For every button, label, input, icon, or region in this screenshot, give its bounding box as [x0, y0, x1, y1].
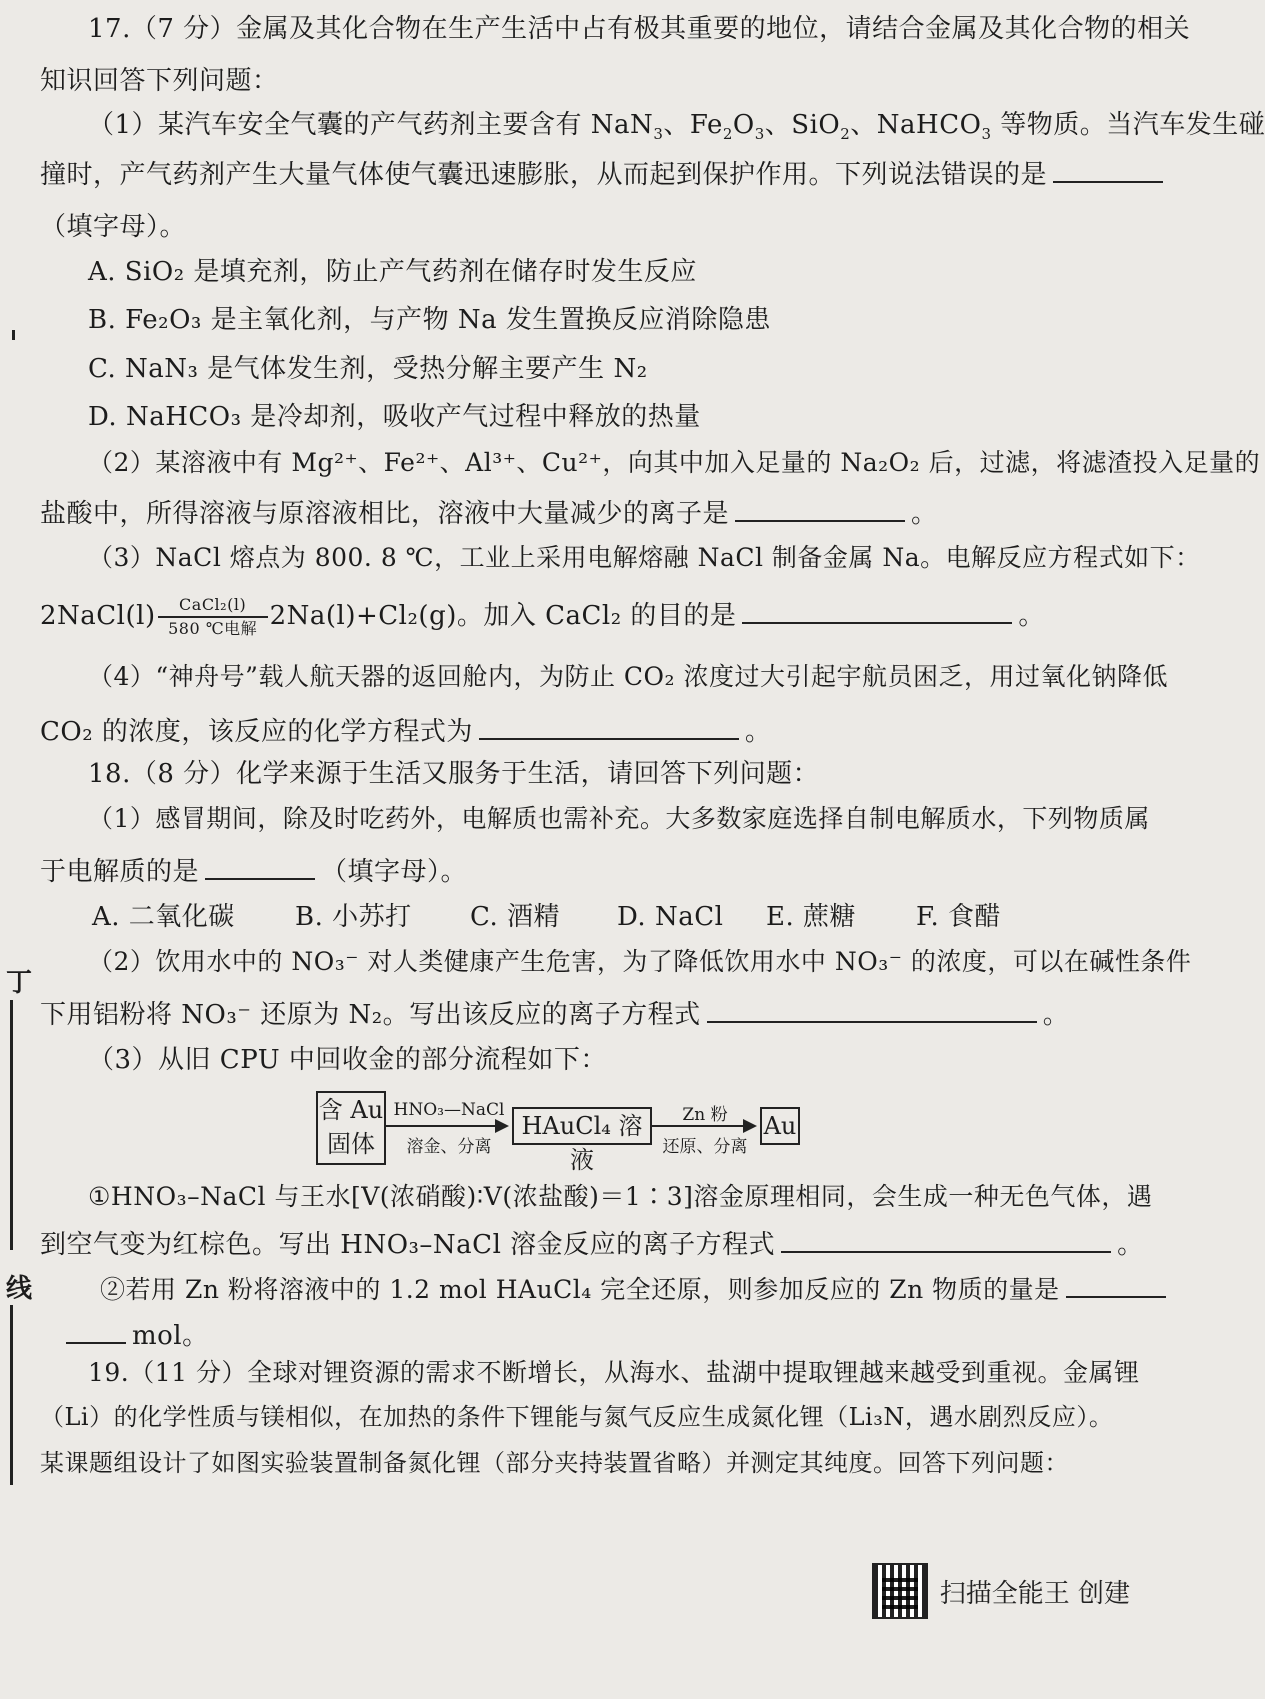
flow-box1-line1: 含 Au	[318, 1096, 384, 1124]
arrow1-line	[386, 1125, 496, 1127]
q17-p2-end: 。	[911, 499, 938, 529]
q18-option-b: B. 小苏打	[295, 902, 412, 932]
q17-p1-line2-text: 撞时，产气药剂产生大量气体使气囊迅速膨胀，从而起到保护作用。下列说法错误的是	[40, 160, 1048, 190]
q17-p4-line2-text: CO₂ 的浓度，该反应的化学方程式为	[40, 717, 473, 747]
q17-p1-text-b: 、Fe	[663, 110, 723, 140]
arrow2-bottom-label: 还原、分离	[662, 1137, 748, 1157]
condition-bottom: 580 ℃电解	[168, 619, 258, 638]
q17-part2-line1: （2）某溶液中有 Mg²⁺、Fe²⁺、Al³⁺、Cu²⁺，向其中加入足量的 Na₂O₂ 后，过滤，将滤渣投入足量的	[88, 448, 1261, 477]
scanner-watermark-text: 扫描全能王 创建	[939, 1578, 1130, 1609]
flow-box-au: Au	[760, 1107, 800, 1145]
q17-p1-text-c: O	[732, 110, 755, 140]
binding-margin-mark-2: 线	[6, 1274, 33, 1304]
q17-part3-equation	[40, 596, 1045, 638]
answer-blank-17-3[interactable]	[742, 596, 1012, 624]
q18-p2-end: 。	[1042, 1000, 1070, 1030]
q19-line3: 某课题组设计了如图实验装置制备氮化锂（部分夹持装置省略）并测定其纯度。回答下列问题：	[40, 1449, 1069, 1477]
arrow2-top-label: Zn 粉	[682, 1105, 728, 1125]
q17-p1-text-a: （1）某汽车安全气囊的产气药剂主要含有 NaN	[88, 110, 654, 140]
q18-sub1-line2	[40, 1225, 1144, 1262]
arrow2-line	[652, 1125, 744, 1127]
flow-box-au-solid	[316, 1091, 386, 1165]
binding-margin-line-2	[10, 1305, 13, 1485]
q17-option-a: A. SiO₂ 是填充剂，防止产气药剂在储存时发生反应	[88, 257, 697, 287]
q18-sub2-unit: mol。	[132, 1321, 209, 1351]
q17-p1-text-e: 、NaHCO	[850, 110, 982, 140]
q18-sub2-line1-text: ②若用 Zn 粉将溶液中的 1.2 mol HAuCl₄ 完全还原，则参加反应的 Zn 物质的量是	[100, 1275, 1060, 1304]
equation-right-side: 2Na(l)+Cl₂(g)。加入 CaCl₂ 的目的是	[269, 601, 737, 631]
q18-part1-line2	[40, 852, 467, 889]
arrow1-bottom-label: 溶金、分离	[406, 1137, 492, 1157]
equation-left-side: 2NaCl(l)	[40, 601, 156, 631]
q18-sub1-end: 。	[1117, 1230, 1144, 1260]
answer-blank-18-1[interactable]	[205, 852, 315, 880]
q17-p1-text-f: 等物质。当汽车发生碰	[991, 110, 1265, 140]
q18-part2-line1: （2）饮用水中的 NO₃⁻ 对人类健康产生危害，为了降低饮用水中 NO₃⁻ 的浓度，可以在碱性条件	[88, 947, 1192, 976]
q17-p2-line2-text: 盐酸中，所得溶液与原溶液相比，溶液中大量减少的离子是	[40, 499, 730, 529]
q19-line2: （Li）的化学性质与镁相似，在加热的条件下锂能与氮气反应生成氮化锂（Li₃N，遇水剧烈反应）。	[40, 1403, 1114, 1431]
q18-p1-line2-text: 于电解质的是	[40, 857, 200, 887]
q18-option-f: F. 食醋	[916, 902, 1002, 932]
q18-sub2-line2	[60, 1316, 209, 1353]
q18-sub2-line1	[100, 1270, 1172, 1307]
flow-box-haucl4: HAuCl₄ 溶液	[512, 1107, 652, 1145]
q18-sub1-line1: ①HNO₃–NaCl 与王水[V(浓硝酸)∶V(浓盐酸)＝1∶3]溶金原理相同，会生成一种无色气体，遇	[88, 1182, 1153, 1211]
condition-top: CaCl₂(l)	[179, 595, 247, 614]
q17-p3-end: 。	[1018, 601, 1045, 631]
q17-part3-line1: （3）NaCl 熔点为 800. 8 ℃，工业上采用电解熔融 NaCl 制备金属 Na。电解反应方程式如下：	[88, 543, 1201, 572]
flow-box1-line2: 固体	[327, 1130, 375, 1158]
answer-blank-17-1[interactable]	[1053, 155, 1163, 183]
scanner-watermark	[872, 1563, 1130, 1619]
q18-p1-line2-end: （填字母）。	[321, 857, 468, 887]
q17-p4-end: 。	[744, 717, 772, 747]
q18-option-c: C. 酒精	[470, 902, 560, 932]
q17-part1-line2	[40, 155, 1169, 192]
q18-header: 18.（8 分）化学来源于生活又服务于生活，请回答下列问题：	[88, 759, 820, 789]
q17-part2-line2	[40, 494, 938, 531]
binding-margin-tick	[12, 330, 15, 340]
binding-margin-mark-1: 丁	[6, 968, 33, 998]
answer-blank-18-3a[interactable]	[781, 1225, 1111, 1253]
reaction-condition	[158, 596, 268, 638]
answer-blank-18-3b-cont[interactable]	[66, 1316, 126, 1344]
q17-part4-line2	[40, 712, 771, 749]
q18-sub1-line2-text: 到空气变为红棕色。写出 HNO₃–NaCl 溶金反应的离子方程式	[40, 1230, 776, 1260]
q18-option-a: A. 二氧化碳	[92, 902, 235, 932]
q17-part1-line1: （1）某汽车安全气囊的产气药剂主要含有 NaN$_3$、$Fe_2O_3$、SiO$_2$、NaHCO$_3$ 等物质。当汽车发生碰	[88, 110, 1265, 144]
q19-line1: 19.（11 分）全球对锂资源的需求不断增长，从海水、盐湖中提取锂越来越受到重视。金属锂	[88, 1358, 1140, 1387]
arrow1-top-label: HNO₃—NaCl	[393, 1100, 505, 1120]
q17-header: 17.（7 分）金属及其化合物在生产生活中占有极其重要的地位，请结合金属及其化合物的相关	[88, 14, 1191, 44]
q17-header-cont: 知识回答下列问题：	[40, 66, 279, 96]
q18-part3-line1: （3）从旧 CPU 中回收金的部分流程如下：	[88, 1045, 607, 1075]
q18-p2-line2-text: 下用铝粉将 NO₃⁻ 还原为 N₂。写出该反应的离子方程式	[40, 1000, 701, 1030]
q17-option-c: C. NaN₃ 是气体发生剂，受热分解主要产生 N₂	[88, 354, 648, 384]
answer-blank-17-2[interactable]	[735, 494, 905, 522]
qr-code-icon	[872, 1563, 928, 1619]
arrow2-head-icon	[743, 1119, 757, 1133]
q18-part1-line1: （1）感冒期间，除及时吃药外，电解质也需补充。大多数家庭选择自制电解质水，下列物质属	[88, 804, 1150, 833]
q18-part2-line2	[40, 995, 1069, 1032]
equation-bar	[158, 616, 268, 618]
answer-blank-18-3b[interactable]	[1066, 1270, 1166, 1298]
q17-part1-line3: （填字母）。	[40, 212, 187, 242]
q18-option-e: E. 蔗糖	[766, 902, 857, 932]
q17-p1-text-d: 、SiO	[764, 110, 841, 140]
answer-blank-18-2[interactable]	[707, 995, 1037, 1023]
q17-part4-line1: （4）“神舟号”载人航天器的返回舱内，为防止 CO₂ 浓度过大引起宇航员困乏，用过氧化钠降低	[88, 662, 1169, 691]
answer-blank-17-4[interactable]	[479, 712, 739, 740]
q18-option-d: D. NaCl	[617, 902, 724, 932]
binding-margin-line-1	[10, 1000, 13, 1250]
arrow1-head-icon	[495, 1119, 509, 1133]
q17-option-d: D. NaHCO₃ 是冷却剂，吸收产气过程中释放的热量	[88, 402, 701, 432]
q17-option-b: B. Fe₂O₃ 是主氧化剂，与产物 Na 发生置换反应消除隐患	[88, 305, 771, 335]
